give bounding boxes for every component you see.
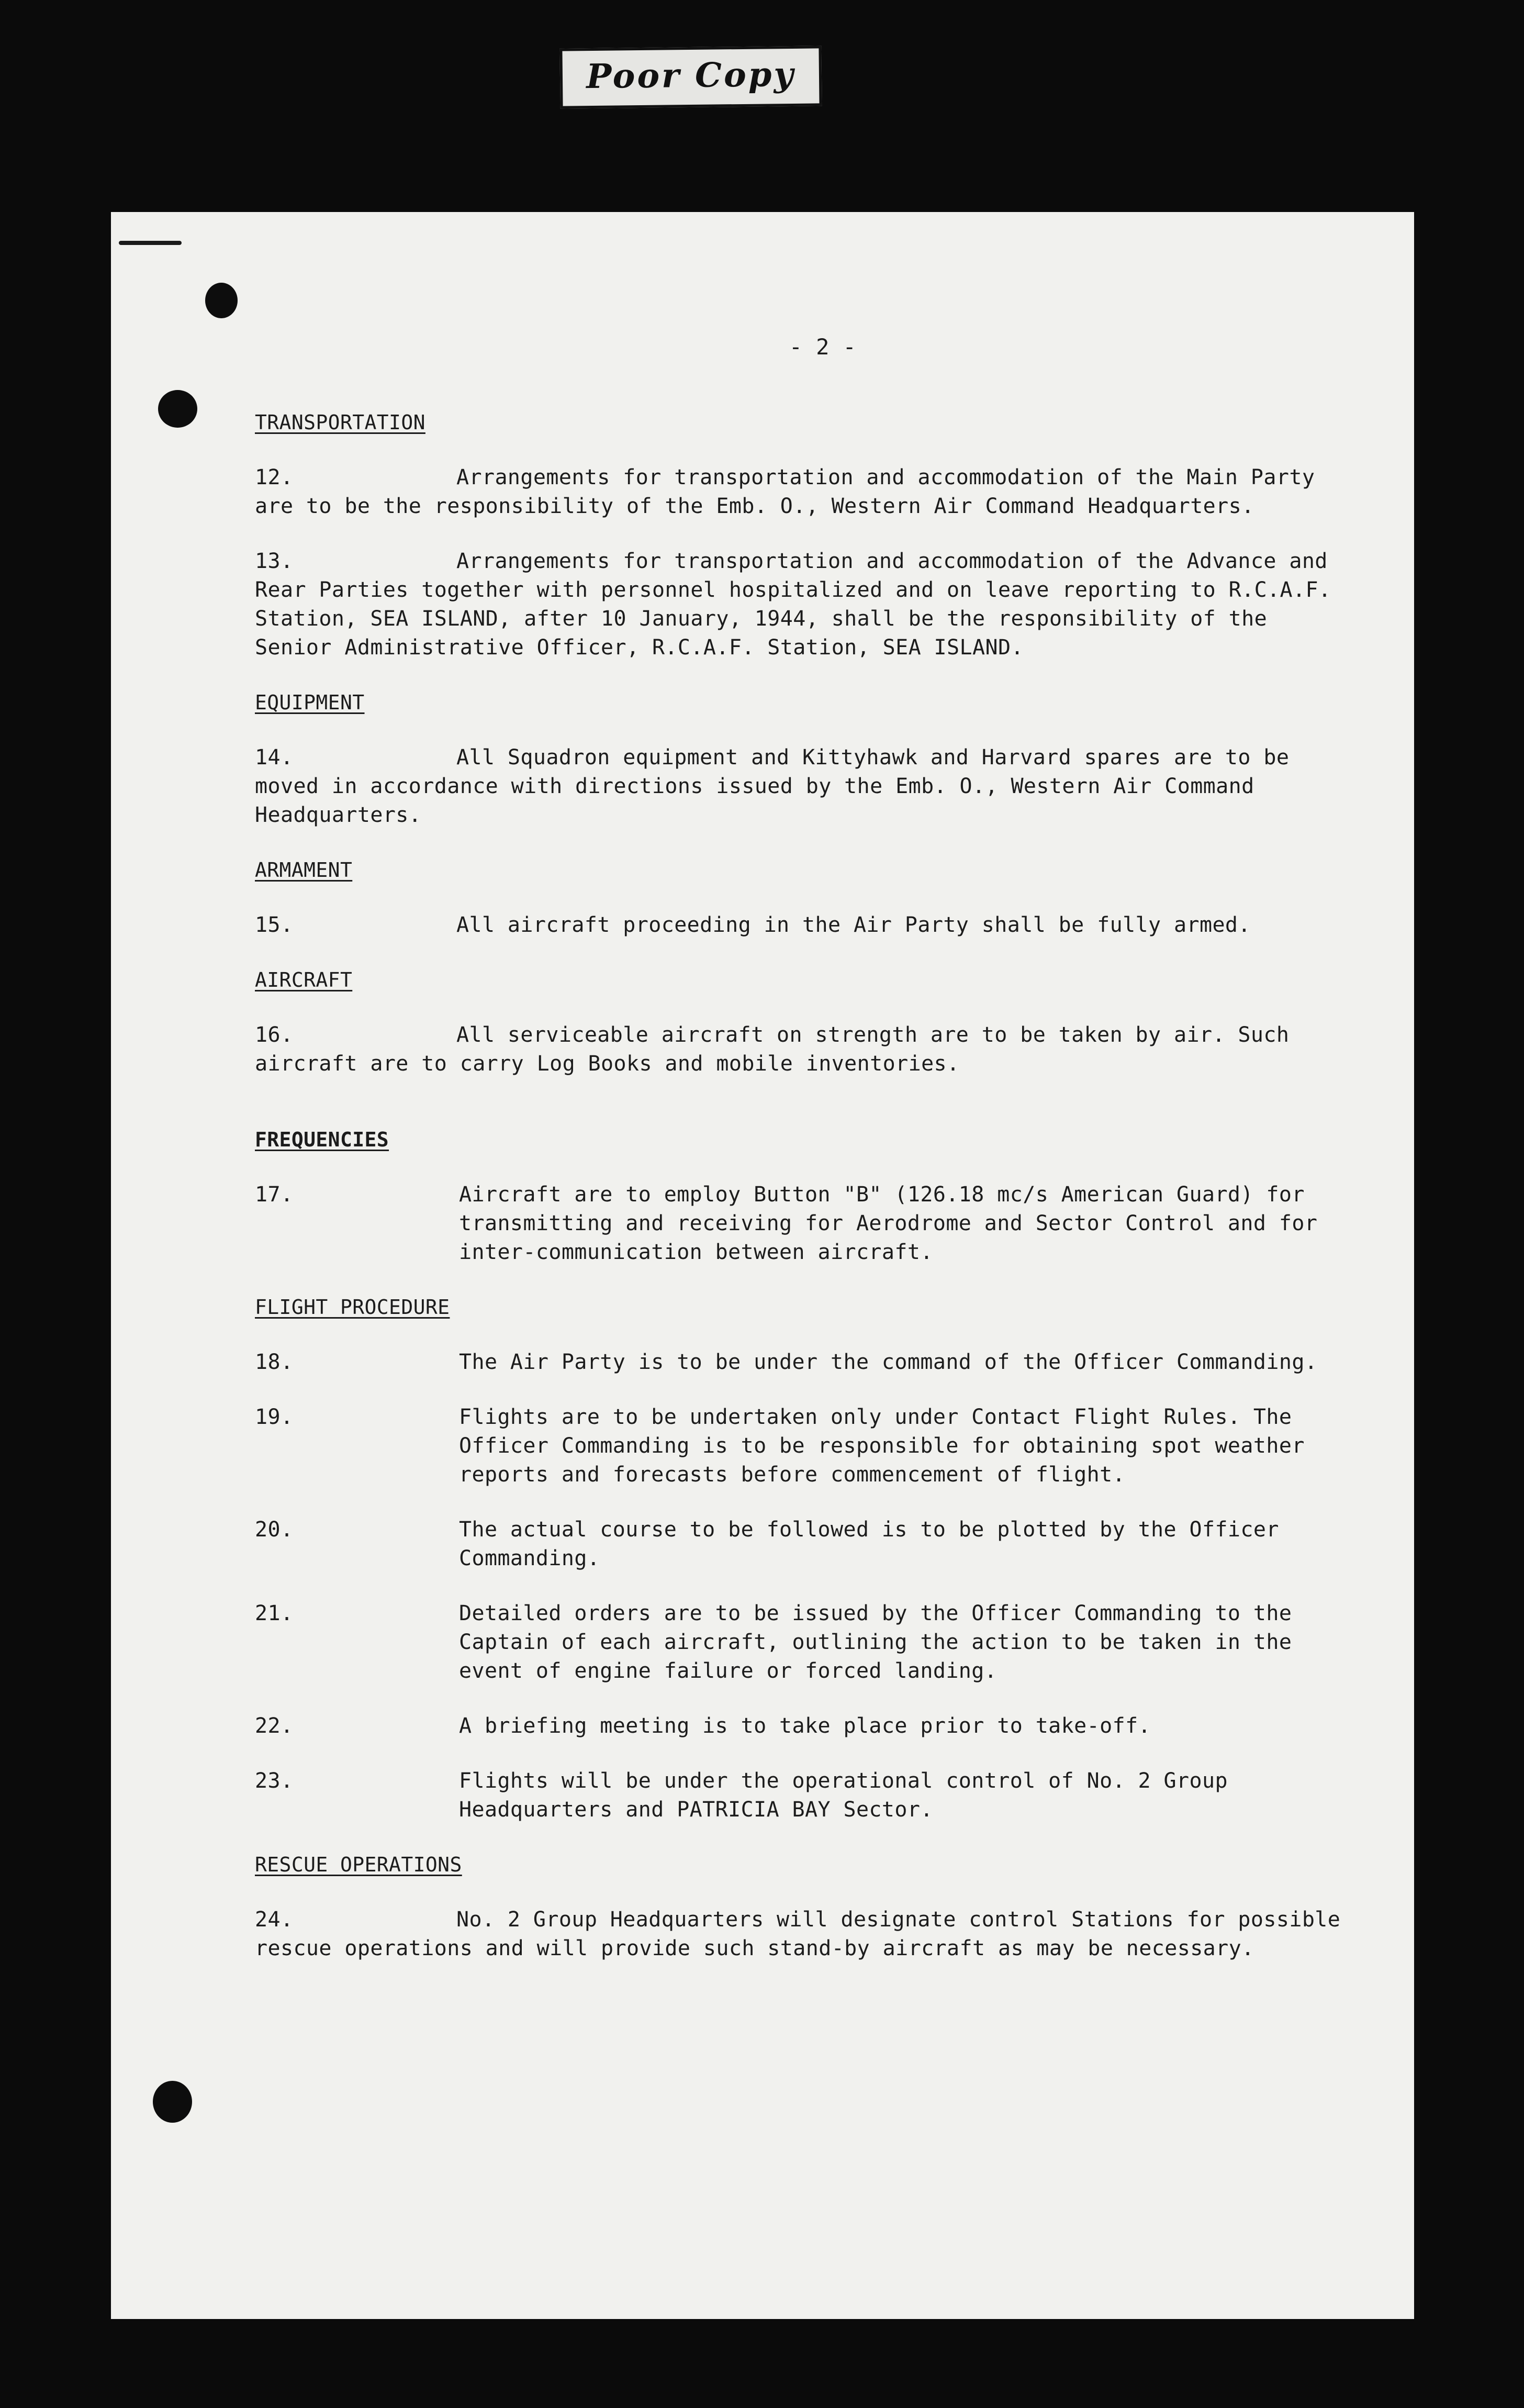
paragraph-20	[255, 1515, 1349, 1573]
paragraph-text: No. 2 Group Headquarters will designate control Stations for possible rescue operations and will provide such stand-by aircraft as may be necessary.	[255, 1908, 1341, 1960]
document-body	[255, 332, 1349, 1989]
paragraph-22	[255, 1712, 1349, 1741]
heading-aircraft: AIRCRAFT	[255, 968, 353, 991]
paragraph-text: All aircraft proceeding in the Air Party shall be fully armed.	[456, 913, 1251, 937]
paragraph-text: The actual course to be followed is to be plotted by the Officer Commanding.	[459, 1518, 1279, 1570]
heading-equipment: EQUIPMENT	[255, 691, 365, 714]
poor-copy-text: Poor Copy	[586, 54, 796, 97]
paragraph-15	[255, 911, 1349, 940]
paragraph-21	[255, 1599, 1349, 1686]
paragraph-number: 17.	[255, 1183, 294, 1207]
heading-armament: ARMAMENT	[255, 859, 353, 882]
paragraph-13	[255, 547, 1349, 662]
paragraph-17	[255, 1180, 1349, 1267]
paragraph-number: 23.	[255, 1769, 294, 1793]
paragraph-text: Aircraft are to employ Button "B" (126.18 mc/s American Guard) for transmitting and receiving for Aerodrome and Sector Control and for inter-communication between aircraft.	[459, 1183, 1318, 1264]
heading-frequencies: FREQUENCIES	[255, 1128, 389, 1151]
paragraph-number: 13.	[255, 549, 294, 573]
paragraph-16	[255, 1021, 1349, 1078]
paragraph-23	[255, 1767, 1349, 1824]
paragraph-19	[255, 1403, 1349, 1489]
paragraph-18	[255, 1348, 1349, 1377]
paragraph-number: 21.	[255, 1601, 294, 1625]
paragraph-text: Detailed orders are to be issued by the Officer Commanding to the Captain of each aircraft, outlining the action to be taken in the event of engine failure or forced landing.	[459, 1601, 1292, 1683]
paragraph-text: The Air Party is to be under the command of the Officer Commanding.	[459, 1350, 1318, 1374]
paragraph-number: 19.	[255, 1405, 294, 1429]
punch-hole-lower	[153, 2081, 192, 2123]
page-number: - 2 -	[789, 334, 857, 360]
paragraph-number: 20.	[255, 1518, 294, 1542]
paragraph-text: Flights are to be undertaken only under Contact Flight Rules. The Officer Commanding is to be responsible for obtaining spot weather reports and forecasts before commencement of flight.	[459, 1405, 1305, 1487]
punch-hole-top	[205, 283, 238, 318]
document-page	[111, 212, 1414, 2319]
heading-rescue-operations: RESCUE OPERATIONS	[255, 1853, 462, 1876]
paragraph-text: Flights will be under the operational control of No. 2 Group Headquarters and PATRICIA BAY Sector.	[459, 1769, 1228, 1822]
paragraph-number: 14.	[255, 745, 294, 770]
heading-transportation: TRANSPORTATION	[255, 411, 425, 434]
paragraph-number: 18.	[255, 1350, 294, 1374]
paragraph-text: A briefing meeting is to take place prior to take-off.	[459, 1714, 1151, 1738]
paragraph-number: 16.	[255, 1023, 294, 1047]
paragraph-text: Arrangements for transportation and accommodation of the Advance and Rear Parties together with personnel hospitalized and on leave reporting to R.C.A.F. Station, SEA ISLAND, after 10 January, 1944, shall be the responsibility of the Senior Administrative Officer, R.C.A.F. Station, SEA ISLAND.	[255, 549, 1331, 660]
paragraph-14	[255, 743, 1349, 830]
punch-hole-upper	[158, 390, 197, 428]
heading-flight-procedure: FLIGHT PROCEDURE	[255, 1296, 450, 1319]
paragraph-number: 24.	[255, 1908, 294, 1932]
paragraph-number: 12.	[255, 465, 294, 489]
paragraph-24	[255, 1905, 1349, 1963]
paragraph-number: 15.	[255, 913, 294, 937]
paragraph-number: 22.	[255, 1714, 294, 1738]
paragraph-text: All serviceable aircraft on strength are to be taken by air. Such aircraft are to carry Log Books and mobile inventories.	[255, 1023, 1290, 1076]
paragraph-12	[255, 463, 1349, 521]
paragraph-text: Arrangements for transportation and accommodation of the Main Party are to be the responsibility of the Emb. O., Western Air Command Headquarters.	[255, 465, 1315, 518]
poor-copy-label	[559, 46, 822, 108]
paragraph-text: All Squadron equipment and Kittyhawk and Harvard spares are to be moved in accordance with directions issued by the Emb. O., Western Air Command Headquarters.	[255, 745, 1290, 827]
staple-mark	[119, 241, 182, 245]
